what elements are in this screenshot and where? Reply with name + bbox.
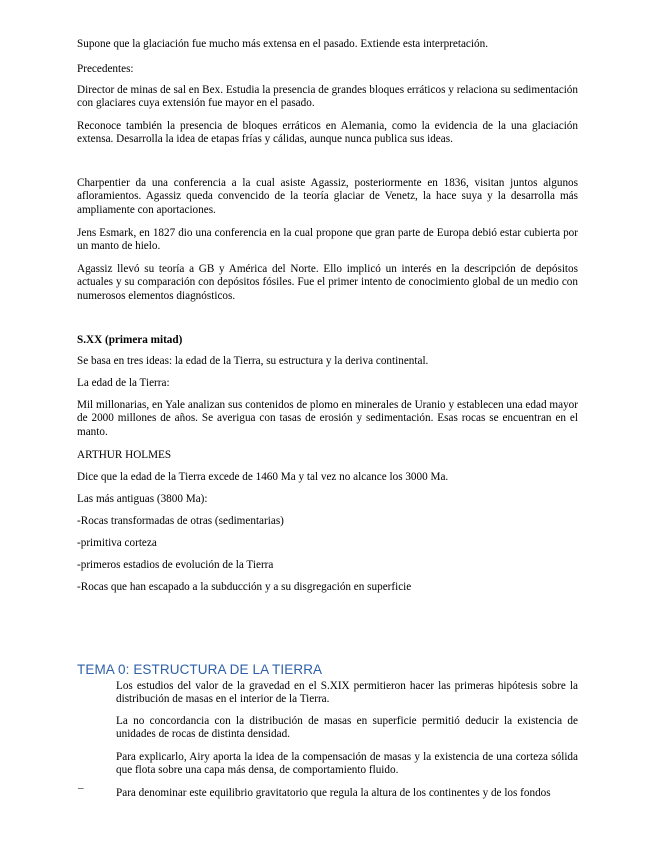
paragraph-esmark: Jens Esmark, en 1827 dio una conferencia en la cual propone que gran parte de Europa debió estar cubierta por un manto de hielo. [77,227,578,253]
bullet-dash: – [78,782,84,794]
paragraph-charpentier: Charpentier da una conferencia a la cual asiste Agassiz, posteriormente en 1836, visitan juntos algunos afloramientos. Agassiz queda convencido de la teoría glaciar de Venetz, la hace suya y la desarrolla más ampliamente con aportaciones. [77,177,578,216]
paragraph-germany: Reconoce también la presencia de bloques erráticos en Alemania, como la evidencia de la una glaciación extensa. Desarrolla la idea de etapas frías y cálidas, aunque nunca publica sus ideas. [77,120,578,146]
list-item: -Rocas que han escapado a la subducción y a su disgregación en superficie [77,581,412,593]
list-item: -primeros estadios de evolución de la Tierra [77,559,274,571]
paragraph-oldest-rocks: Las más antiguas (3800 Ma): [77,493,208,505]
paragraph-yale: Mil millonarias, en Yale analizan sus contenidos de plomo en minerales de Uranio y establecen una edad mayor de 2000 millones de años. Se averigua con tasas de erosión y sedimentación. Esas rocas se encuentran en el manto. [77,399,578,438]
list-item: -primitiva corteza [77,537,157,549]
paragraph-earth-age-label: La edad de la Tierra: [77,377,170,389]
paragraph-three-ideas: Se basa en tres ideas: la edad de la Tierra, su estructura y la deriva continental. [77,355,429,367]
paragraph-precedents-label: Precedentes: [77,63,134,75]
paragraph-gravity: Los estudios del valor de la gravedad en el S.XIX permitieron hacer las primeras hipótesis sobre la distribución de masas en el interior de la Tierra. [116,680,578,706]
paragraph-glaciation: Supone que la glaciación fue mucho más extensa en el pasado. Extiende esta interpretación. [77,38,488,50]
paragraph-bex: Director de minas de sal en Bex. Estudia la presencia de grandes bloques erráticos y relaciona su sedimentación con glaciares cuya extensión fue mayor en el pasado. [77,84,578,110]
paragraph-agassiz: Agassiz llevó su teoría a GB y América del Norte. Ello implicó un interés en la descripción de depósitos actuales y su comparación con depósitos fósiles. Fue el primer intento de conocimiento global de un medio con numerosos elementos diagnósticos. [77,263,578,302]
paragraph-earth-age-estimate: Dice que la edad de la Tierra excede de 1460 Ma y tal vez no alcance los 3000 Ma. [77,471,449,483]
paragraph-equilibrium: Para denominar este equilibrio gravitatorio que regula la altura de los continentes y de los fondos [116,787,551,799]
list-item: -Rocas transformadas de otras (sedimentarias) [77,515,284,527]
paragraph-holmes: ARTHUR HOLMES [77,449,172,461]
section-title-sxx: S.XX (primera mitad) [77,334,183,346]
section-heading-tema0: TEMA 0: ESTRUCTURA DE LA TIERRA [77,662,323,677]
paragraph-airy: Para explicarlo, Airy aporta la idea de la compensación de masas y la existencia de una corteza sólida que flota sobre una capa más densa, de comportamiento fluido. [116,751,578,777]
paragraph-mass-distribution: La no concordancia con la distribución de masas en superficie permitió deducir la existencia de unidades de rocas de distinta densidad. [116,715,578,741]
